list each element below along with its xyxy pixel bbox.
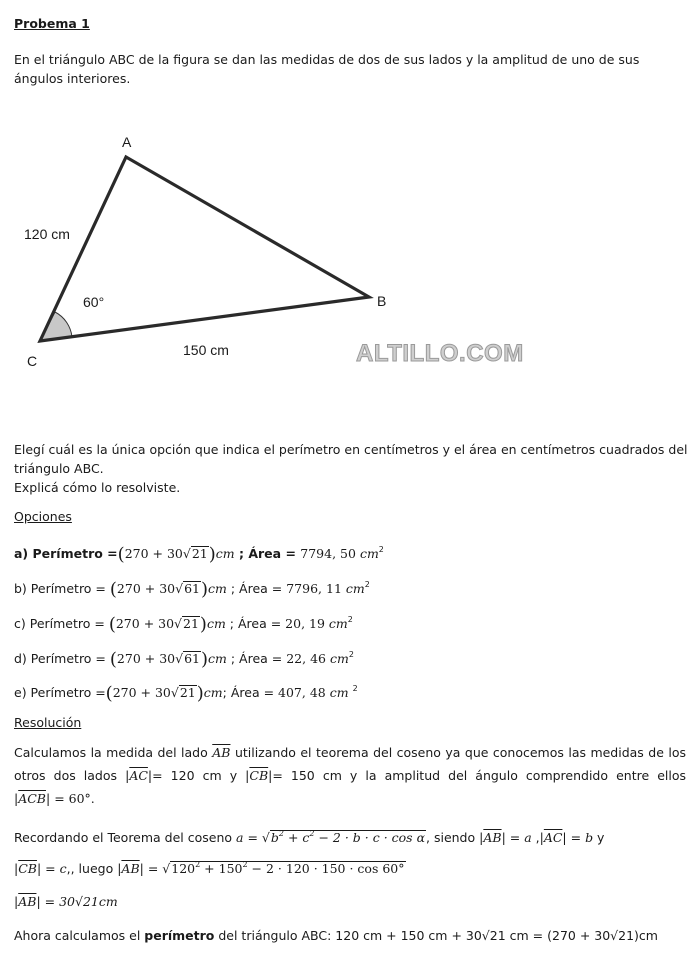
resolution-line-1: Calculamos la medida del lado $\overline{AB}$ utilizando el teorema del coseno ya que conocemos las medidas de los <box>14 745 686 760</box>
problem-intro: En el triángulo ABC de la figura se dan las medidas de dos de sus lados y la amplitud de uno de sus ángulos interiores. <box>14 52 640 86</box>
resolution-line-3: $|\overline{ACB}| = 60^\circ$. <box>14 791 95 806</box>
option-e: e) Perímetro =(270 + 30√21)cm; Área = 407, 48 cm $^2$ <box>14 683 358 704</box>
triangle-figure <box>0 0 700 420</box>
vertex-c-label: C <box>27 353 38 369</box>
triangle-abc <box>40 157 369 341</box>
resolution-line-5: $|\overline{CB}| = c$,, luego $|\overline{AB}| = √120^2 + 150^2 - 2 \cdot 120 \cdot 150 \cdot \cos 60^\circ$ <box>14 860 405 876</box>
problem-heading: Probema 1 <box>14 16 90 31</box>
vertex-a-label: A <box>122 134 132 150</box>
option-b: b) Perímetro = (270 + 30√61)cm ; Área = 7796, 11 $cm^2$ <box>14 579 370 600</box>
resolution-line-4: Recordando el Teorema del coseno $a = √b^2 + c^2 - 2 \cdot b \cdot c \cdot \cos \alpha$, siendo $|\overline{AB}| = a$ $,|\overline{AC}| = b$ y <box>14 829 605 845</box>
option-c: c) Perímetro = (270 + 30√21)cm ; Área = 20, 19 $cm^2$ <box>14 614 353 635</box>
resolution-line-7: Ahora calculamos el perímetro del triángulo ABC: 120 cm + 150 cm + 30√21 cm = (270 + 30√21)cm <box>14 928 658 943</box>
question-line-2: triángulo ABC. <box>14 461 104 476</box>
option-a: a) Perímetro =(270 + 30√21)cm ; Área = 7794, 50 $cm^2$ <box>14 544 384 565</box>
options-heading: Opciones <box>14 509 72 524</box>
side-cb-label: 150 cm <box>183 342 229 358</box>
resolution-line-6: $|\overline{AB}| = 30√21cm$ <box>14 894 118 909</box>
resolution-line-2: otros dos lados $|\overline{AC}|= 120$ cm y $|\overline{CB}|= 150$ cm y la amplitud del ángulo comprendido entre ellos <box>14 768 687 783</box>
side-ac-label: 120 cm <box>24 226 70 242</box>
question-line-1: Elegí cuál es la única opción que indica el perímetro en centímetros y el área en centímetros cuadrados del <box>14 442 688 457</box>
watermark: ALTILLO.COM <box>356 340 524 367</box>
vertex-b-label: B <box>377 293 387 309</box>
question-line-3: Explicá cómo lo resolviste. <box>14 480 181 495</box>
option-d: d) Perímetro = (270 + 30√61)cm ; Área = 22, 46 $cm^2$ <box>14 649 354 670</box>
angle-c-label: 60° <box>83 294 105 310</box>
resolution-heading: Resolución <box>14 715 82 730</box>
